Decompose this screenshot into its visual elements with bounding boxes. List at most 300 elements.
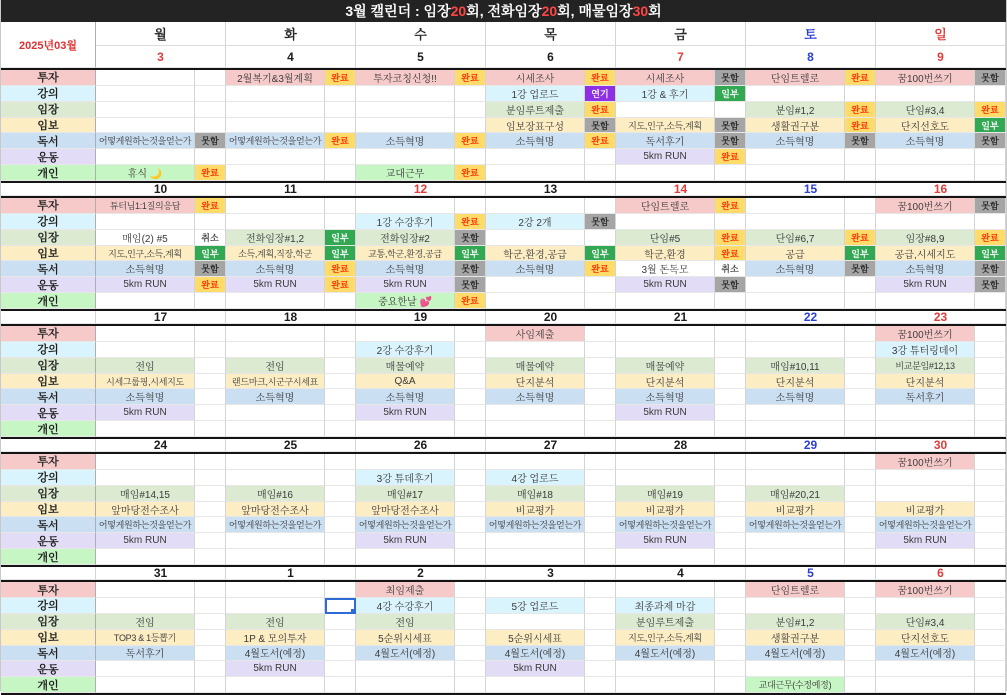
category-label[interactable]: 독서	[1, 646, 96, 662]
status-cell[interactable]: 일부	[975, 118, 1006, 134]
status-cell[interactable]	[845, 405, 876, 421]
status-cell[interactable]: 완료	[585, 133, 616, 149]
task-cell[interactable]: 2월복기&3월계획	[226, 70, 325, 86]
task-cell[interactable]	[226, 549, 325, 565]
date-cell[interactable]: 28	[616, 439, 746, 452]
status-cell[interactable]: 완료	[585, 261, 616, 277]
status-cell[interactable]	[975, 374, 1006, 390]
status-cell[interactable]	[455, 149, 486, 165]
status-cell[interactable]	[195, 661, 226, 677]
date-cell[interactable]: 9	[876, 46, 1006, 68]
status-cell[interactable]	[585, 533, 616, 549]
task-cell[interactable]	[96, 454, 195, 470]
task-cell[interactable]	[486, 421, 585, 437]
status-cell[interactable]	[585, 326, 616, 342]
task-cell[interactable]	[746, 454, 845, 470]
status-cell[interactable]	[715, 165, 746, 181]
task-cell[interactable]	[486, 582, 585, 598]
task-cell[interactable]	[356, 149, 455, 165]
task-cell[interactable]: 4강 수강후기	[356, 598, 455, 614]
status-cell[interactable]: 연기	[585, 86, 616, 102]
task-cell[interactable]	[616, 549, 715, 565]
status-cell[interactable]	[585, 421, 616, 437]
category-label[interactable]: 운동	[1, 661, 96, 677]
status-cell[interactable]	[455, 646, 486, 662]
category-label[interactable]: 개인	[1, 293, 96, 309]
task-cell[interactable]: 생활권구분	[746, 118, 845, 134]
task-cell[interactable]	[486, 149, 585, 165]
task-cell[interactable]: 4월도서(예정)	[876, 646, 975, 662]
status-cell[interactable]	[455, 517, 486, 533]
status-cell[interactable]	[455, 118, 486, 134]
date-cell[interactable]: 7	[616, 46, 746, 68]
status-cell[interactable]: 못함	[975, 261, 1006, 277]
status-cell[interactable]: 취소	[715, 261, 746, 277]
status-cell[interactable]	[325, 614, 356, 630]
task-cell[interactable]: 4월도서(예정)	[356, 646, 455, 662]
task-cell[interactable]: 독서후기	[876, 389, 975, 405]
date-cell[interactable]: 13	[486, 183, 616, 196]
date-cell[interactable]: 16	[876, 183, 1006, 196]
task-cell[interactable]	[356, 102, 455, 118]
task-cell[interactable]	[226, 470, 325, 486]
task-cell[interactable]	[96, 102, 195, 118]
date-cell[interactable]: 5	[356, 46, 486, 68]
task-cell[interactable]	[876, 405, 975, 421]
task-cell[interactable]: 5km RUN	[226, 277, 325, 293]
task-cell[interactable]	[486, 405, 585, 421]
status-cell[interactable]	[715, 549, 746, 565]
task-cell[interactable]	[486, 165, 585, 181]
task-cell[interactable]: 꿈100번쓰기	[876, 198, 975, 214]
date-cell[interactable]: 26	[356, 439, 486, 452]
task-cell[interactable]: 소득혁명	[616, 389, 715, 405]
status-cell[interactable]	[585, 405, 616, 421]
category-label[interactable]: 운동	[1, 533, 96, 549]
status-cell[interactable]	[325, 646, 356, 662]
task-cell[interactable]: 매임(2) #5	[96, 230, 195, 246]
task-cell[interactable]	[746, 293, 845, 309]
status-cell[interactable]	[845, 502, 876, 518]
task-cell[interactable]	[226, 293, 325, 309]
task-cell[interactable]: 임보장표구성	[486, 118, 585, 134]
status-cell[interactable]	[325, 358, 356, 374]
category-label[interactable]: 임장	[1, 486, 96, 502]
status-cell[interactable]	[975, 517, 1006, 533]
status-cell[interactable]	[195, 405, 226, 421]
status-cell[interactable]: 완료	[455, 70, 486, 86]
task-cell[interactable]	[486, 230, 585, 246]
task-cell[interactable]: 전화임장#1,2	[226, 230, 325, 246]
status-cell[interactable]	[585, 614, 616, 630]
task-cell[interactable]	[96, 549, 195, 565]
task-cell[interactable]: 비교평가	[616, 502, 715, 518]
status-cell[interactable]	[455, 549, 486, 565]
date-cell[interactable]: 5	[746, 567, 876, 580]
status-cell[interactable]	[325, 374, 356, 390]
status-cell[interactable]: 완료	[195, 198, 226, 214]
status-cell[interactable]	[845, 374, 876, 390]
status-cell[interactable]: 완료	[455, 214, 486, 230]
status-cell[interactable]	[195, 630, 226, 646]
status-cell[interactable]	[455, 421, 486, 437]
date-cell[interactable]: 24	[96, 439, 226, 452]
task-cell[interactable]: 독서후기	[96, 646, 195, 662]
status-cell[interactable]: 일부	[195, 246, 226, 262]
task-cell[interactable]: 매임#14,15	[96, 486, 195, 502]
category-label[interactable]: 임장	[1, 230, 96, 246]
status-cell[interactable]	[845, 614, 876, 630]
status-cell[interactable]	[585, 517, 616, 533]
task-cell[interactable]: 소득혁명	[356, 133, 455, 149]
status-cell[interactable]	[715, 342, 746, 358]
status-cell[interactable]	[455, 326, 486, 342]
category-label[interactable]: 투자	[1, 454, 96, 470]
task-cell[interactable]: 5km RUN	[616, 533, 715, 549]
status-cell[interactable]	[455, 486, 486, 502]
status-cell[interactable]: 완료	[195, 277, 226, 293]
status-cell[interactable]: 못함	[455, 277, 486, 293]
task-cell[interactable]	[876, 86, 975, 102]
task-cell[interactable]	[746, 198, 845, 214]
status-cell[interactable]	[585, 374, 616, 390]
task-cell[interactable]	[746, 405, 845, 421]
status-cell[interactable]	[325, 486, 356, 502]
status-cell[interactable]	[195, 358, 226, 374]
task-cell[interactable]	[616, 214, 715, 230]
task-cell[interactable]: 꿈100번쓰기	[876, 454, 975, 470]
status-cell[interactable]: 못함	[585, 118, 616, 134]
status-cell[interactable]	[325, 293, 356, 309]
day-header-수[interactable]: 수	[356, 22, 486, 46]
task-cell[interactable]: TOP3 & 1등뽑기	[96, 630, 195, 646]
status-cell[interactable]	[195, 517, 226, 533]
status-cell[interactable]	[325, 661, 356, 677]
task-cell[interactable]: 어떻게원하는것을얻는가	[96, 517, 195, 533]
status-cell[interactable]: 못함	[715, 118, 746, 134]
category-label[interactable]: 운동	[1, 405, 96, 421]
category-label[interactable]: 독서	[1, 389, 96, 405]
date-cell[interactable]: 25	[226, 439, 356, 452]
date-cell[interactable]: 6	[876, 567, 1006, 580]
date-cell[interactable]: 17	[96, 311, 226, 324]
status-cell[interactable]	[585, 165, 616, 181]
category-label[interactable]: 임보	[1, 502, 96, 518]
status-cell[interactable]	[325, 198, 356, 214]
task-cell[interactable]	[616, 661, 715, 677]
task-cell[interactable]	[96, 661, 195, 677]
status-cell[interactable]	[195, 149, 226, 165]
task-cell[interactable]	[226, 421, 325, 437]
task-cell[interactable]: 매임#18	[486, 486, 585, 502]
status-cell[interactable]	[715, 405, 746, 421]
status-cell[interactable]: 완료	[325, 133, 356, 149]
date-cell[interactable]: 27	[486, 439, 616, 452]
task-cell[interactable]	[616, 454, 715, 470]
task-cell[interactable]: 튜터님1:1질의응답	[96, 198, 195, 214]
task-cell[interactable]	[876, 470, 975, 486]
status-cell[interactable]: 못함	[975, 133, 1006, 149]
task-cell[interactable]: 최임제출	[356, 582, 455, 598]
task-cell[interactable]: 어떻게원하는것을얻는가	[226, 517, 325, 533]
status-cell[interactable]	[455, 374, 486, 390]
task-cell[interactable]	[226, 165, 325, 181]
task-cell[interactable]	[96, 86, 195, 102]
task-cell[interactable]: 소득혁명	[486, 133, 585, 149]
task-cell[interactable]	[96, 598, 195, 614]
status-cell[interactable]	[845, 358, 876, 374]
task-cell[interactable]	[226, 102, 325, 118]
status-cell[interactable]	[715, 630, 746, 646]
task-cell[interactable]: 소득혁명	[356, 389, 455, 405]
task-cell[interactable]: 랜드마크,시군구시세표	[226, 374, 325, 390]
status-cell[interactable]	[455, 389, 486, 405]
status-cell[interactable]	[585, 358, 616, 374]
status-cell[interactable]	[325, 102, 356, 118]
task-cell[interactable]	[486, 549, 585, 565]
task-cell[interactable]	[356, 198, 455, 214]
category-label[interactable]: 임보	[1, 630, 96, 646]
task-cell[interactable]: 꿈100번쓰기	[876, 582, 975, 598]
task-cell[interactable]: 분임루트제출	[616, 614, 715, 630]
task-cell[interactable]	[356, 661, 455, 677]
task-cell[interactable]: 전임	[356, 614, 455, 630]
task-cell[interactable]: 꿈100번쓰기	[876, 326, 975, 342]
status-cell[interactable]: 못함	[585, 214, 616, 230]
task-cell[interactable]: 5km RUN	[616, 277, 715, 293]
task-cell[interactable]	[486, 293, 585, 309]
status-cell[interactable]	[715, 374, 746, 390]
task-cell[interactable]	[876, 486, 975, 502]
task-cell[interactable]	[226, 86, 325, 102]
status-cell[interactable]	[975, 470, 1006, 486]
date-cell[interactable]: 30	[876, 439, 1006, 452]
status-cell[interactable]	[845, 454, 876, 470]
status-cell[interactable]	[195, 582, 226, 598]
status-cell[interactable]	[715, 102, 746, 118]
status-cell[interactable]	[845, 549, 876, 565]
status-cell[interactable]	[845, 149, 876, 165]
status-cell[interactable]: 완료	[195, 165, 226, 181]
date-cell[interactable]: 18	[226, 311, 356, 324]
task-cell[interactable]	[616, 326, 715, 342]
status-cell[interactable]: 완료	[715, 149, 746, 165]
task-cell[interactable]: 어떻게원하는것을얻는가	[96, 133, 195, 149]
category-label[interactable]: 강의	[1, 470, 96, 486]
status-cell[interactable]	[715, 470, 746, 486]
status-cell[interactable]	[325, 86, 356, 102]
status-cell[interactable]	[715, 614, 746, 630]
status-cell[interactable]	[325, 517, 356, 533]
status-cell[interactable]	[585, 149, 616, 165]
task-cell[interactable]: 소득혁명	[746, 389, 845, 405]
task-cell[interactable]	[486, 533, 585, 549]
category-label[interactable]: 임보	[1, 246, 96, 262]
task-cell[interactable]	[96, 70, 195, 86]
status-cell[interactable]: 못함	[455, 230, 486, 246]
task-cell[interactable]: 공급	[746, 246, 845, 262]
status-cell[interactable]	[195, 486, 226, 502]
task-cell[interactable]	[356, 118, 455, 134]
date-cell[interactable]: 4	[226, 46, 356, 68]
status-cell[interactable]	[715, 517, 746, 533]
task-cell[interactable]: 5km RUN	[356, 533, 455, 549]
status-cell[interactable]	[455, 630, 486, 646]
status-cell[interactable]: 못함	[845, 261, 876, 277]
date-cell[interactable]: 8	[746, 46, 876, 68]
task-cell[interactable]	[226, 598, 325, 614]
status-cell[interactable]	[585, 502, 616, 518]
task-cell[interactable]: 소득혁명	[746, 261, 845, 277]
category-label[interactable]: 투자	[1, 198, 96, 214]
status-cell[interactable]	[585, 582, 616, 598]
task-cell[interactable]	[746, 549, 845, 565]
task-cell[interactable]: 4월도서(예정)	[226, 646, 325, 662]
date-cell[interactable]: 15	[746, 183, 876, 196]
status-cell[interactable]	[585, 646, 616, 662]
category-label[interactable]: 개인	[1, 421, 96, 437]
category-label[interactable]: 임보	[1, 118, 96, 134]
category-label[interactable]: 강의	[1, 598, 96, 614]
task-cell[interactable]: 4월도서(예정)	[486, 646, 585, 662]
status-cell[interactable]	[455, 582, 486, 598]
status-cell[interactable]	[975, 214, 1006, 230]
status-cell[interactable]	[455, 614, 486, 630]
task-cell[interactable]: 5km RUN	[876, 277, 975, 293]
status-cell[interactable]: 못함	[715, 277, 746, 293]
task-cell[interactable]: 앞마당전수조사	[226, 502, 325, 518]
task-cell[interactable]: 단지분석	[486, 374, 585, 390]
status-cell[interactable]	[975, 293, 1006, 309]
task-cell[interactable]: 소득혁명	[226, 389, 325, 405]
task-cell[interactable]: 지도,인구,소득,계획	[616, 118, 715, 134]
task-cell[interactable]	[96, 149, 195, 165]
category-label[interactable]: 운동	[1, 149, 96, 165]
task-cell[interactable]	[746, 149, 845, 165]
status-cell[interactable]	[975, 149, 1006, 165]
task-cell[interactable]: 매물예약	[356, 358, 455, 374]
task-cell[interactable]	[96, 118, 195, 134]
status-cell[interactable]	[975, 454, 1006, 470]
status-cell[interactable]: 완료	[715, 246, 746, 262]
date-cell[interactable]: 10	[96, 183, 226, 196]
status-cell[interactable]	[455, 198, 486, 214]
status-cell[interactable]	[585, 454, 616, 470]
task-cell[interactable]: 소득혁명	[746, 133, 845, 149]
selection-fill-handle[interactable]	[351, 609, 355, 613]
date-cell[interactable]: 19	[356, 311, 486, 324]
category-label[interactable]: 투자	[1, 582, 96, 598]
task-cell[interactable]	[96, 421, 195, 437]
task-cell[interactable]: 학군,환경	[616, 246, 715, 262]
status-cell[interactable]	[325, 502, 356, 518]
status-cell[interactable]: 완료	[975, 230, 1006, 246]
task-cell[interactable]	[356, 86, 455, 102]
category-label[interactable]: 운동	[1, 277, 96, 293]
task-cell[interactable]: 1P & 모의투자	[226, 630, 325, 646]
category-label[interactable]: 독서	[1, 517, 96, 533]
task-cell[interactable]: 어떻게원하는것을얻는가	[226, 133, 325, 149]
status-cell[interactable]	[325, 405, 356, 421]
status-cell[interactable]	[325, 389, 356, 405]
task-cell[interactable]: 어떻게원하는것을얻는가	[356, 517, 455, 533]
task-cell[interactable]: 학군,환경,공급	[486, 246, 585, 262]
task-cell[interactable]: 전임	[226, 614, 325, 630]
status-cell[interactable]: 완료	[585, 70, 616, 86]
task-cell[interactable]	[746, 342, 845, 358]
task-cell[interactable]	[876, 293, 975, 309]
status-cell[interactable]	[195, 118, 226, 134]
task-cell[interactable]: 교통,학군,환경,공급	[356, 246, 455, 262]
status-cell[interactable]	[195, 326, 226, 342]
task-cell[interactable]	[356, 549, 455, 565]
status-cell[interactable]: 완료	[845, 70, 876, 86]
status-cell[interactable]	[975, 358, 1006, 374]
status-cell[interactable]	[325, 165, 356, 181]
status-cell[interactable]	[715, 389, 746, 405]
task-cell[interactable]: 5km RUN	[486, 661, 585, 677]
status-cell[interactable]	[845, 517, 876, 533]
status-cell[interactable]	[975, 533, 1006, 549]
task-cell[interactable]: 소득혁명	[486, 261, 585, 277]
status-cell[interactable]: 완료	[325, 70, 356, 86]
task-cell[interactable]: 전화임장#2	[356, 230, 455, 246]
day-header-토[interactable]: 토	[746, 22, 876, 46]
status-cell[interactable]	[195, 502, 226, 518]
month-label[interactable]: 2025년03월	[1, 22, 96, 68]
task-cell[interactable]: 단지분석	[746, 374, 845, 390]
status-cell[interactable]: 일부	[325, 230, 356, 246]
status-cell[interactable]	[975, 598, 1006, 614]
category-label[interactable]: 강의	[1, 214, 96, 230]
date-cell[interactable]: 3	[96, 46, 226, 68]
task-cell[interactable]	[616, 165, 715, 181]
task-cell[interactable]: 중요한날 💕	[356, 293, 455, 309]
task-cell[interactable]	[226, 214, 325, 230]
status-cell[interactable]	[845, 326, 876, 342]
status-cell[interactable]	[325, 630, 356, 646]
status-cell[interactable]: 못함	[715, 133, 746, 149]
task-cell[interactable]	[226, 454, 325, 470]
task-cell[interactable]	[876, 598, 975, 614]
status-cell[interactable]	[845, 533, 876, 549]
status-cell[interactable]	[325, 470, 356, 486]
task-cell[interactable]: 단지선호도	[876, 118, 975, 134]
status-cell[interactable]	[715, 661, 746, 677]
task-cell[interactable]	[96, 214, 195, 230]
status-cell[interactable]: 일부	[585, 246, 616, 262]
status-cell[interactable]: 완료	[325, 261, 356, 277]
date-cell[interactable]: 1	[226, 567, 356, 580]
status-cell[interactable]: 완료	[845, 118, 876, 134]
task-cell[interactable]: 5km RUN	[96, 533, 195, 549]
date-cell[interactable]: 11	[226, 183, 356, 196]
status-cell[interactable]	[975, 549, 1006, 565]
status-cell[interactable]	[975, 582, 1006, 598]
status-cell[interactable]	[585, 598, 616, 614]
status-cell[interactable]	[325, 342, 356, 358]
task-cell[interactable]	[226, 198, 325, 214]
date-cell[interactable]: 2	[356, 567, 486, 580]
selected-cell[interactable]	[325, 598, 356, 614]
task-cell[interactable]: 생활권구분	[746, 630, 845, 646]
status-cell[interactable]: 완료	[715, 198, 746, 214]
status-cell[interactable]: 못함	[715, 70, 746, 86]
status-cell[interactable]: 일부	[845, 246, 876, 262]
status-cell[interactable]	[975, 342, 1006, 358]
task-cell[interactable]: 소득혁명	[876, 133, 975, 149]
task-cell[interactable]: 매임#10,11	[746, 358, 845, 374]
